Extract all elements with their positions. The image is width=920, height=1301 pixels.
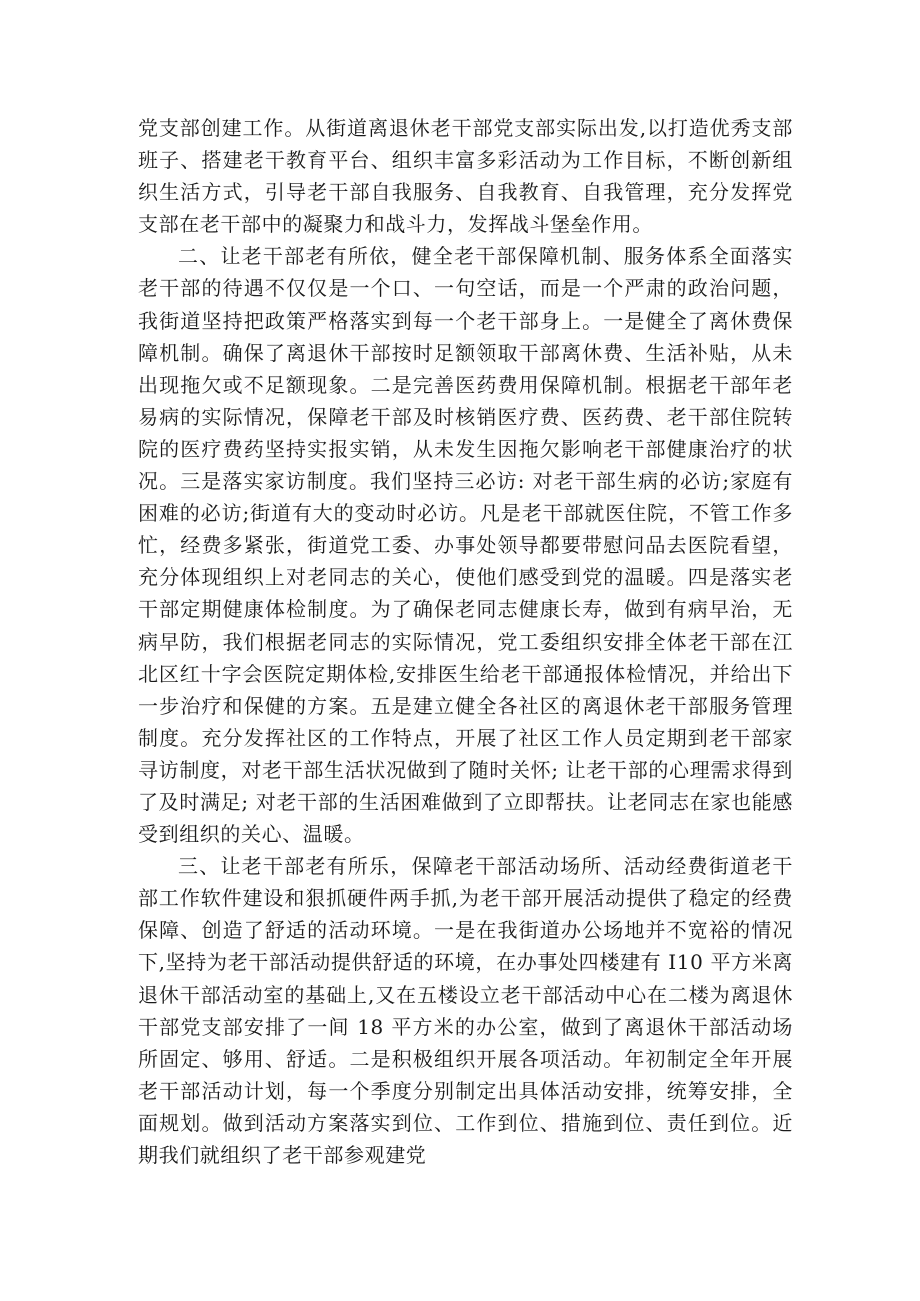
paragraph-section-three-activities: 三、让老干部老有所乐，保障老干部活动场所、活动经费街道老干部工作软件建设和狠抓硬件两手抓,为老干部开展活动提供了稳定的经费保障、创造了舒适的活动环境。一是在我街道办公场地并不宽裕的情况下,坚持为老干部活动提供舒适的环境，在办事处四楼建有 I10 平方米离退休干部活动室的基础上,又在五楼设立老干部活动中心在二楼为离退休干部党支部安排了一间 18 平方米的办公室，做到了离退休干部活动场所固定、够用、舒适。二是积极组织开展各项活动。年初制定全年开展老干部活动计划，每一个季度分别制定出具体活动安排，统筹安排，全面规划。做到活动方案落实到位、工作到位、措施到位、责任到位。近期我们就组织了老干部参观建党 — [138, 854, 793, 1167]
paragraph-party-branch: 党支部创建工作。从街道离退休老干部党支部实际出发,以打造优秀支部班子、搭建老干教育平台、组织丰富多彩活动为工作目标，不断创新组织生活方式，引导老干部自我服务、自我教育、自我管理，充分发挥党支部在老干部中的凝聚力和战斗力，发挥战斗堡垒作用。 — [138, 116, 793, 237]
body-text — [138, 112, 793, 1171]
paragraph-section-two-support: 二、让老干部老有所依，健全老干部保障机制、服务体系全面落实老干部的待遇不仅仅是一个口、一句空话，而是一个严肃的政治问题，我街道坚持把政策严格落实到每一个老干部身上。一是健全了离休费保障机制。确保了离退休干部按时足额领取干部离休费、生活补贴，从未出现拖欠或不足额现象。二是完善医药费用保障机制。根据老干部年老易病的实际情况，保障老干部及时核销医疗费、医药费、老干部住院转院的医疗费药坚持实报实销，从未发生因拖欠影响老干部健康治疗的状况。三是落实家访制度。我们坚持三必访: 对老干部生病的必访;家庭有困难的必访;街道有大的变动时必访。凡是老干部就医住院，不管工作多忙，经费多紧张，街道党工委、办事处领导都要带慰问品去医院看望，充分体现组织上对老同志的关心，使他们感受到党的温暖。四是落实老干部定期健康体检制度。为了确保老同志健康长寿，做到有病早治，无病早防，我们根据老同志的实际情况，党工委组织安排全体老干部在江北区红十字会医院定期体检,安排医生给老干部通报体检情况，并给出下一步治疗和保健的方案。五是建立健全各社区的离退休老干部服务管理制度。充分发挥社区的工作特点，开展了社区工作人员定期到老干部家寻访制度，对老干部生活状况做到了随时关怀; 让老干部的心理需求得到了及时满足; 对老干部的生活困难做到了立即帮扶。让老同志在家也能感受到组织的关心、温暖。 — [138, 244, 793, 847]
